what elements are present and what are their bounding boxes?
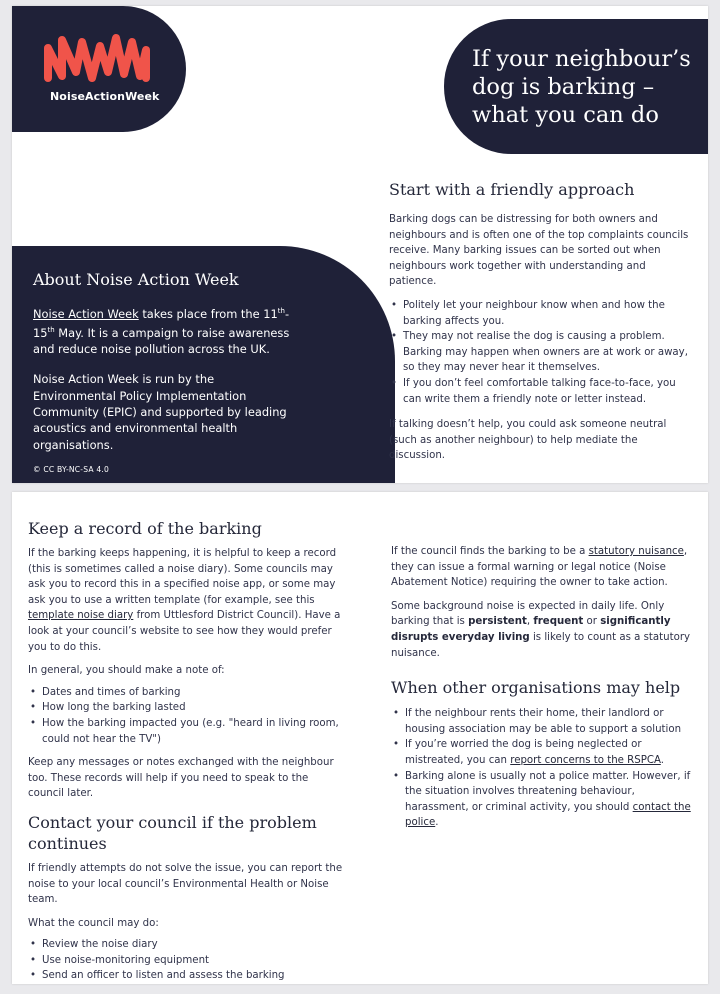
contact-list (28, 937, 346, 984)
leaflet-page-2 (12, 492, 708, 984)
record-paragraph-2: In general, you should make a note of: (28, 665, 225, 677)
list-item: • Dates and times of barking (28, 685, 346, 701)
nuisance-paragraph-2: Some background noise is expected in daily life. Only barking that is persistent, frequent or significantly disrupts everyday living is likely to count as a statutory nuisance. (391, 600, 691, 659)
list-item: • If you’re worried the dog is being neglected or mistreated, you can report concerns to the RSPCA. (391, 737, 691, 768)
orgs-heading: When other organisations may help (391, 678, 681, 698)
list-item: • Barking alone is usually not a police matter. However, if the situation involves threatening behaviour, harassment, or criminal activity, you should contact the police. (391, 769, 691, 831)
noise-action-week-logo-icon (42, 32, 154, 90)
friendly-heading: Start with a friendly approach (389, 180, 635, 199)
list-item: • Review the noise diary (28, 937, 346, 953)
about-panel (12, 246, 395, 483)
page-title: If your neighbour’s dog is barking – what you can do (472, 46, 691, 128)
title-panel (444, 19, 708, 154)
statutory-nuisance-link[interactable]: statutory nuisance (588, 546, 684, 557)
template-noise-diary-link[interactable]: template noise diary (28, 610, 134, 622)
record-paragraph-1: If the barking keeps happening, it is helpful to keep a record (this is sometimes called a noise diary). Some councils may ask you to record this in a specified noise app, or some may ask you to use a written template (for example, see this template noise diary from Uttlesford District Council). Have a look at your council’s website to see how they would prefer you to do this. (28, 548, 341, 653)
list-item: • If you don’t feel comfortable talking face-to-face, you can write them a friendly note or letter instead. (389, 376, 695, 407)
about-paragraph-2: Noise Action Week is run by the Environmental Policy Implementation Community (EPIC) and supported by leading acoustics and environmental health organisations. (33, 372, 287, 452)
friendly-outro: If talking doesn’t help, you could ask someone neutral (such as another neighbour) to help mediate the discussion. (389, 419, 667, 462)
friendly-intro: Barking dogs can be distressing for both owners and neighbours and is often one of the top complaints councils receive. Many barking issues can be sorted out when neighbours work together with understanding and patience. (389, 214, 689, 288)
noise-action-week-link[interactable]: Noise Action Week (33, 306, 139, 321)
about-heading: About Noise Action Week (33, 270, 239, 289)
friendly-list (389, 298, 695, 407)
leaflet-page-1 (12, 6, 708, 483)
contact-paragraph-2: What the council may do: (28, 917, 159, 929)
rspca-link[interactable]: report concerns to the RSPCA (510, 754, 661, 766)
right-column (391, 544, 691, 831)
list-item: • Send an officer to listen and assess the barking (28, 968, 346, 984)
logo-wordmark: NoiseActionWeek (50, 90, 160, 103)
list-item: • Politely let your neighbour know when and how the barking affects you. (389, 298, 695, 329)
list-item: • How the barking impacted you (e.g. "heard in living room, could not hear the TV") (28, 716, 346, 747)
friendly-approach-section (389, 180, 695, 464)
nuisance-paragraph-1: If the council finds the barking to be a statutory nuisance, they can issue a formal warning or legal notice (Noise Abatement Notice) requiring the owner to take action. (391, 546, 688, 589)
logo-panel (12, 6, 186, 132)
record-list (28, 685, 346, 747)
license-note: © CC BY-NC-SA 4.0 (33, 464, 110, 474)
list-item: • Use noise-monitoring equipment (28, 953, 346, 969)
record-paragraph-3: Keep any messages or notes exchanged with the neighbour too. These records will help if you need to speak to the council later. (28, 757, 334, 800)
contact-police-link[interactable]: contact the police (405, 801, 691, 829)
list-item: • How long the barking lasted (28, 700, 346, 716)
list-item: • If the neighbour rents their home, their landlord or housing association may be able to support a solution (391, 706, 691, 737)
record-heading: Keep a record of the barking (28, 519, 262, 538)
list-item: • They may not realise the dog is causing a problem. Barking may happen when owners are at work or away, so they may never hear it themselves. (389, 329, 695, 376)
about-paragraph-1: Noise Action Week takes place from the 11th-15th May. It is a campaign to raise awareness and reduce noise pollution across the UK. (33, 306, 290, 357)
contact-paragraph-1: If friendly attempts do not solve the issue, you can report the noise to your local council’s Environmental Health or Noise team. (28, 862, 343, 906)
contact-heading: Contact your council if the problem continues (28, 812, 317, 853)
orgs-list (391, 706, 691, 831)
left-column (28, 518, 346, 984)
